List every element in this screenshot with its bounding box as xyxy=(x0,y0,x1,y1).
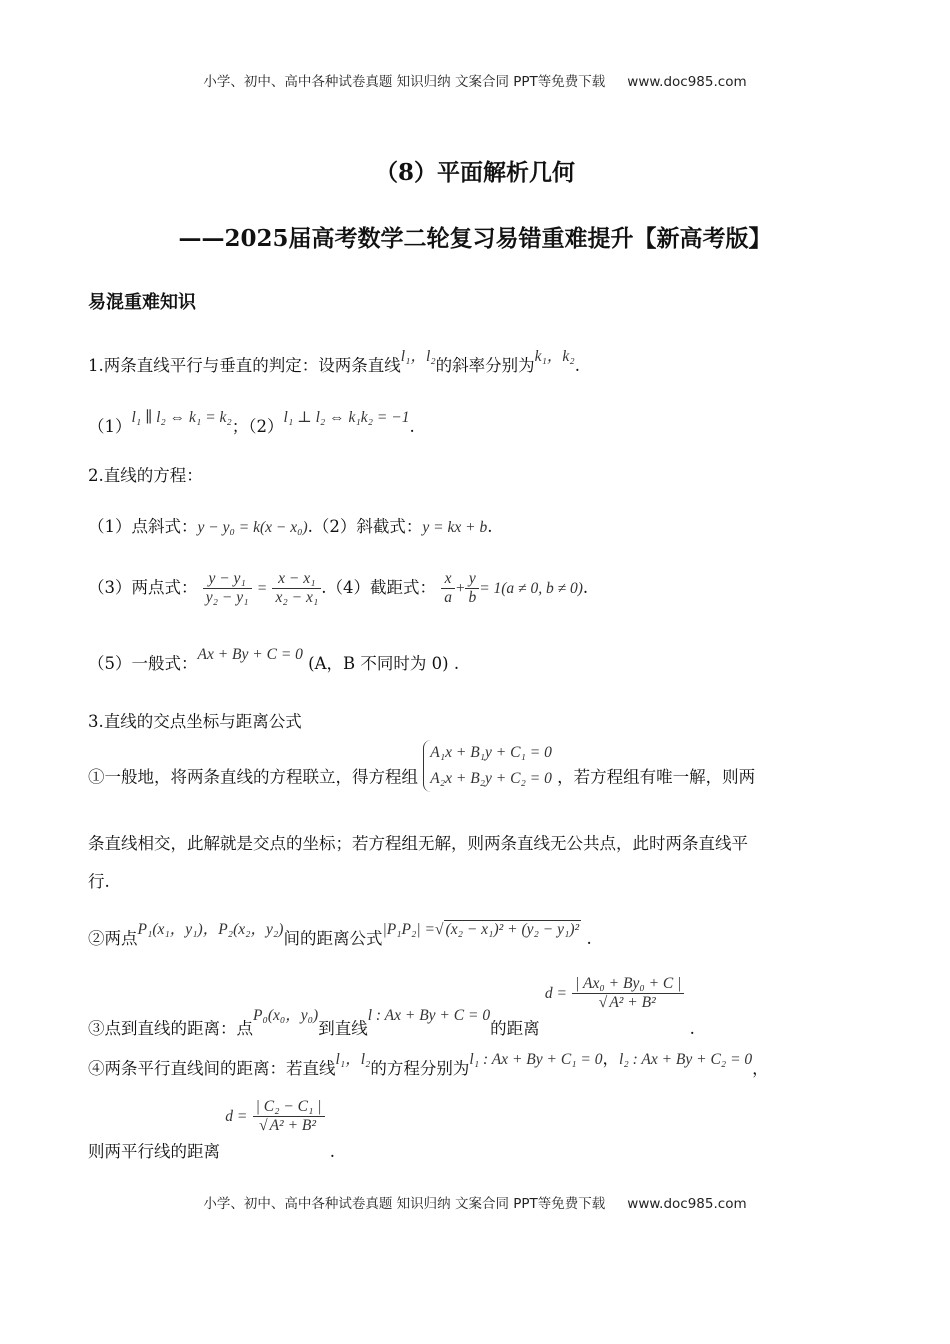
numerator: y xyxy=(465,570,479,589)
formula-line: l : Ax + By + C = 0 xyxy=(367,1007,491,1024)
numerator: x xyxy=(441,570,455,589)
denominator: a xyxy=(444,589,452,606)
text: .（2）斜截式： xyxy=(307,517,423,536)
section-heading: 易混重难知识 xyxy=(88,292,196,313)
text: ，若方程组有唯一解，则两 xyxy=(557,767,756,787)
fraction-intercept-x xyxy=(441,570,455,607)
formula-perpendicular: l₁ ⊥ l₂ ⇔ k₁k₂ = −1 xyxy=(283,409,410,426)
numerator: x − x₁ xyxy=(272,570,321,589)
fraction-parallel-distance xyxy=(253,1098,325,1135)
formula-slope-intercept: y = kx + b xyxy=(422,519,488,536)
text: ， xyxy=(752,1059,769,1078)
text: （3）两点式： xyxy=(88,578,198,597)
fraction-x xyxy=(272,570,321,607)
text: 到直线 xyxy=(318,1019,368,1038)
formula-lines: l₁，l₂ xyxy=(400,348,436,365)
d-label: d = xyxy=(544,985,567,1002)
text: ， xyxy=(602,1049,620,1068)
sqrt-sign: √ xyxy=(435,921,444,938)
d-label: d = xyxy=(225,1108,248,1125)
fraction-intercept-y xyxy=(465,570,479,607)
rule-3-parallel-distance xyxy=(88,1049,769,1079)
denominator: x₂ − x₁ xyxy=(275,589,319,606)
formula-distance-radicand: (x₂ − x₁)² + (y₂ − y₁)² xyxy=(445,921,580,938)
system-eq-2: A₂x + B₂y + C₂ = 0 xyxy=(430,770,552,787)
denominator: √ A² + B² xyxy=(259,1117,317,1134)
text: . xyxy=(574,356,580,375)
formula-line-1: l₁ : Ax + By + C₁ = 0 xyxy=(469,1051,603,1068)
text: ②两点 xyxy=(88,929,138,948)
text: . xyxy=(409,417,415,436)
numerator: y − y₁ xyxy=(203,570,252,589)
formula-point-slope: y − y₀ = k(x − x₀) xyxy=(197,519,308,536)
denominator: √ A² + B² xyxy=(598,994,656,1011)
numerator: | Ax₀ + By₀ + C | xyxy=(572,975,684,994)
rule-1 xyxy=(88,348,580,376)
fraction-point-distance xyxy=(572,975,684,1012)
text: 间的距离公式 xyxy=(283,929,383,948)
text: （1） xyxy=(88,417,132,436)
text: （1）点斜式： xyxy=(88,517,198,536)
formula-point: P₀(x₀，y₀) xyxy=(253,1007,319,1024)
formula-slopes: k₁，k₂ xyxy=(534,348,575,365)
fraction-y xyxy=(203,570,252,607)
formula-line-2: l₂ : Ax + By + C₂ = 0 xyxy=(619,1051,753,1068)
rule-3: 3.直线的交点坐标与距离公式 xyxy=(88,712,302,731)
text: .（4）截距式： xyxy=(321,578,436,597)
rule-3-system-line xyxy=(88,744,756,804)
footer-text: 小学、初中、高中各种试卷真题 知识归纳 文案合同 PPT等免费下载 xyxy=(203,1196,606,1212)
text: （5）一般式： xyxy=(88,654,198,673)
formula-parallel: l₁ ∥ l₂ ⇔ k₁ = k₂ xyxy=(131,409,232,426)
text: . xyxy=(586,929,592,948)
rule-3-text-3: 行. xyxy=(88,872,110,891)
rule-2: 2.直线的方程： xyxy=(88,466,203,485)
plus: + xyxy=(454,580,466,597)
formula-intercept-rest: = 1(a ≠ 0, b ≠ 0) xyxy=(479,580,583,597)
denominator: y₂ − y₁ xyxy=(205,589,249,606)
text: 1.两条直线平行与垂直的判定：设两条直线 xyxy=(88,356,401,375)
text: ①一般地，将两条直线的方程联立，得方程组 xyxy=(88,767,418,787)
formula-points: P₁(x₁，y₁)，P₂(x₂，y₂) xyxy=(137,921,284,938)
rule-2-forms-b xyxy=(88,570,588,607)
text: ④两条平行直线间的距离：若直线 xyxy=(88,1059,336,1078)
footer-url[interactable]: www.doc985.com xyxy=(627,1196,747,1212)
text: 的距离 xyxy=(490,1019,540,1038)
formula-lines: l₁，l₂ xyxy=(335,1051,371,1068)
radicand: A² + B² xyxy=(609,994,656,1011)
page-subtitle: ——2025届高考数学二轮复习易错重难提升【新高考版】 xyxy=(178,225,772,252)
rule-3-distance-two-points xyxy=(88,921,592,949)
page-header xyxy=(0,70,950,90)
equation-system xyxy=(423,740,552,792)
radicand: A² + B² xyxy=(269,1117,317,1134)
text: (A，B 不同时为 0) . xyxy=(308,654,460,673)
text: ③点到直线的距离：点 xyxy=(88,1019,253,1038)
text: . xyxy=(329,1142,336,1161)
text: ；（2） xyxy=(231,417,284,436)
denominator: b xyxy=(468,589,477,606)
rule-1-conditions xyxy=(88,409,415,437)
rule-2-forms-a xyxy=(88,513,492,537)
equals: = xyxy=(256,580,268,597)
formula-distance-label: |P₁P₂| = xyxy=(382,921,436,938)
rule-3-text-2: 条直线相交，此解就是交点的坐标；若方程组无解，则两条直线无公共点，此时两条直线平 xyxy=(88,834,748,853)
system-eq-1: A₁x + B₁y + C₁ = 0 xyxy=(430,744,552,761)
text: . xyxy=(582,578,589,597)
text: 的方程分别为 xyxy=(370,1059,470,1078)
formula-general: Ax + By + C = 0 xyxy=(197,646,303,663)
page-title: （8）平面解析几何 xyxy=(374,159,575,186)
header-text: 小学、初中、高中各种试卷真题 知识归纳 文案合同 PPT等免费下载 xyxy=(203,74,606,90)
rule-3-parallel-formula xyxy=(88,1098,336,1161)
rule-2-forms-c xyxy=(88,646,460,674)
text: . xyxy=(689,1019,695,1038)
text: . xyxy=(487,517,493,536)
numerator: | C₂ − C₁ | xyxy=(253,1098,325,1117)
page-footer xyxy=(0,1192,950,1212)
text: 的斜率分别为 xyxy=(435,356,535,375)
header-url[interactable]: www.doc985.com xyxy=(627,74,747,90)
rule-3-point-line-distance xyxy=(88,975,695,1038)
text: 则两平行线的距离 xyxy=(88,1142,220,1161)
